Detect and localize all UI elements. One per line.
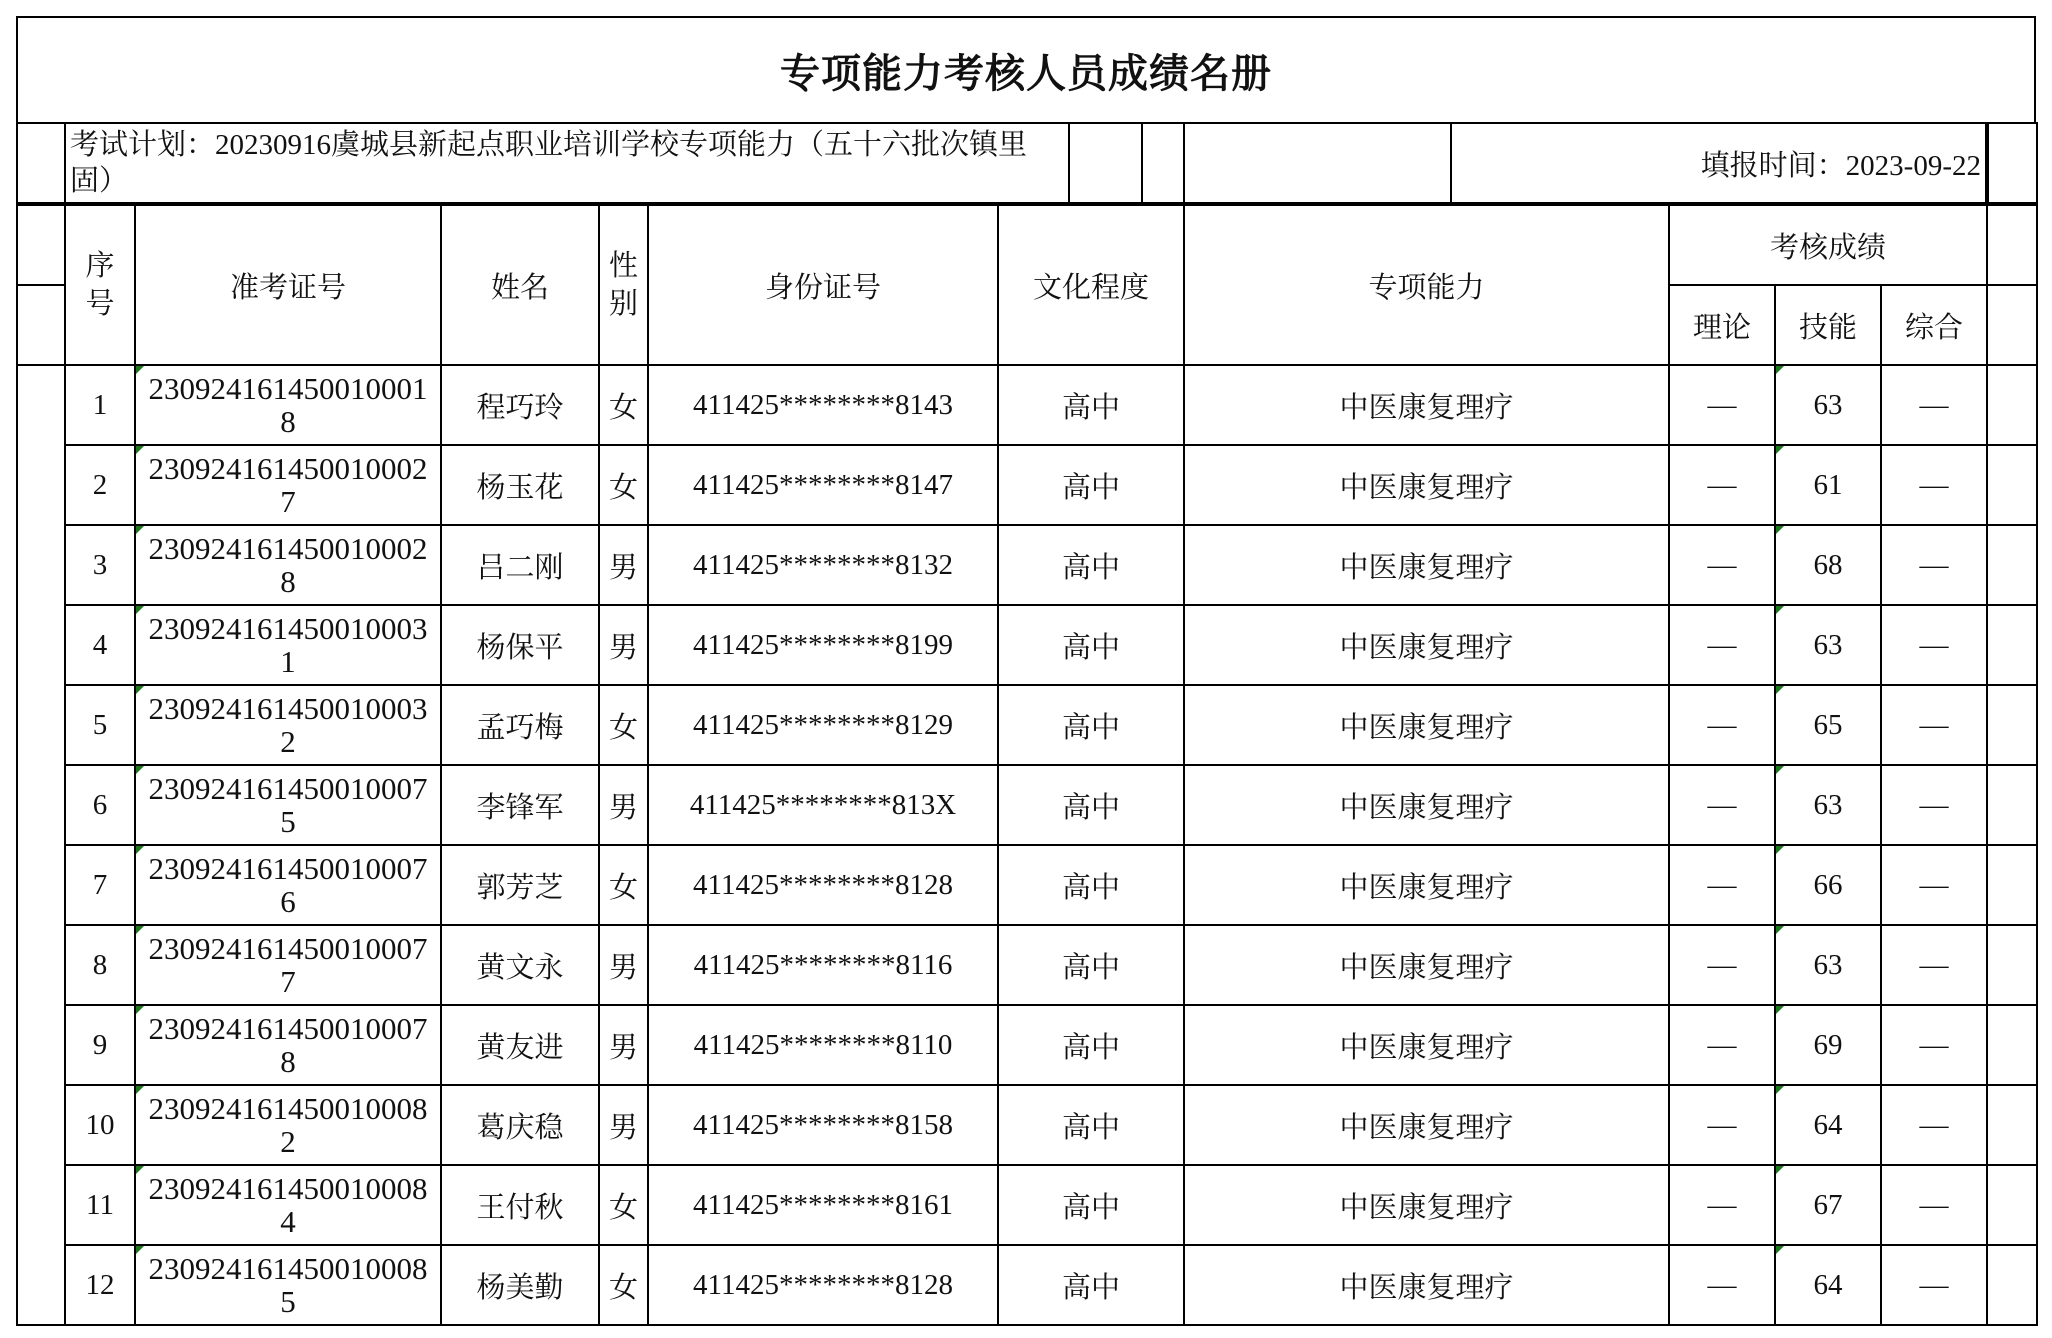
ticket-cell: 2309241614500100085 (135, 1245, 441, 1325)
seq-cell: 6 (65, 765, 135, 845)
theory-score-cell: — (1669, 1085, 1775, 1165)
ticket-cell: 2309241614500100077 (135, 925, 441, 1005)
id-number-cell: 411425********8129 (648, 685, 998, 765)
id-number-cell: 411425********8110 (648, 1005, 998, 1085)
gender-cell: 女 (599, 365, 648, 445)
overall-score-cell: — (1881, 1005, 1987, 1085)
skill-cell: 中医康复理疗 (1184, 605, 1669, 685)
gender-cell: 男 (599, 525, 648, 605)
skill-cell: 中医康复理疗 (1184, 925, 1669, 1005)
ticket-cell: 2309241614500100032 (135, 685, 441, 765)
blank-cell (1987, 1005, 2037, 1085)
ticket-cell: 2309241614500100078 (135, 1005, 441, 1085)
blank-cell (1987, 1165, 2037, 1245)
ticket-cell: 2309241614500100028 (135, 525, 441, 605)
education-cell: 高中 (998, 605, 1184, 685)
info-row-table (16, 122, 2038, 204)
header-education: 文化程度 (998, 205, 1184, 365)
score-roster-sheet (16, 16, 2036, 1326)
table-row (17, 1085, 2037, 1165)
gender-cell: 女 (599, 845, 648, 925)
education-cell: 高中 (998, 525, 1184, 605)
blank-cell (17, 605, 65, 685)
skill-cell: 中医康复理疗 (1184, 1165, 1669, 1245)
practical-score-cell: 64 (1775, 1245, 1881, 1325)
exam-plan: 考试计划：20230916虞城县新起点职业培训学校专项能力（五十六批次镇里固） (65, 123, 1069, 203)
skill-cell: 中医康复理疗 (1184, 1245, 1669, 1325)
blank-cell (1987, 445, 2037, 525)
theory-score-cell: — (1669, 1165, 1775, 1245)
gender-cell: 女 (599, 685, 648, 765)
blank-cell (1987, 525, 2037, 605)
header-seq: 序号 (65, 205, 135, 365)
id-number-cell: 411425********8161 (648, 1165, 998, 1245)
education-cell: 高中 (998, 445, 1184, 525)
blank-cell (1987, 1085, 2037, 1165)
name-cell: 杨美勤 (441, 1245, 599, 1325)
practical-score-cell: 69 (1775, 1005, 1881, 1085)
overall-score-cell: — (1881, 445, 1987, 525)
skill-cell: 中医康复理疗 (1184, 1005, 1669, 1085)
blank-cell (1184, 123, 1451, 203)
education-cell: 高中 (998, 1165, 1184, 1245)
id-number-cell: 411425********8147 (648, 445, 998, 525)
blank-cell (17, 1245, 65, 1325)
seq-cell: 9 (65, 1005, 135, 1085)
blank-cell (1987, 605, 2037, 685)
header-overall: 综合 (1881, 285, 1987, 365)
name-cell: 黄友进 (441, 1005, 599, 1085)
skill-cell: 中医康复理疗 (1184, 845, 1669, 925)
blank-cell (17, 123, 65, 203)
education-cell: 高中 (998, 1005, 1184, 1085)
blank-cell (1987, 925, 2037, 1005)
table-row (17, 445, 2037, 525)
table-row (17, 845, 2037, 925)
theory-score-cell: — (1669, 605, 1775, 685)
header-ticket: 准考证号 (135, 205, 441, 365)
ticket-cell: 2309241614500100031 (135, 605, 441, 685)
seq-cell: 7 (65, 845, 135, 925)
overall-score-cell: — (1881, 365, 1987, 445)
gender-cell: 男 (599, 1085, 648, 1165)
practical-score-cell: 68 (1775, 525, 1881, 605)
overall-score-cell: — (1881, 605, 1987, 685)
gender-cell: 女 (599, 1245, 648, 1325)
practical-score-cell: 63 (1775, 605, 1881, 685)
education-cell: 高中 (998, 365, 1184, 445)
overall-score-cell: — (1881, 765, 1987, 845)
theory-score-cell: — (1669, 845, 1775, 925)
header-practical: 技能 (1775, 285, 1881, 365)
skill-cell: 中医康复理疗 (1184, 765, 1669, 845)
practical-score-cell: 63 (1775, 925, 1881, 1005)
page-title: 专项能力考核人员成绩名册 (16, 16, 2036, 122)
blank-cell (1987, 205, 2037, 285)
blank-cell (17, 445, 65, 525)
seq-cell: 5 (65, 685, 135, 765)
blank-cell (1987, 765, 2037, 845)
skill-cell: 中医康复理疗 (1184, 525, 1669, 605)
practical-score-cell: 66 (1775, 845, 1881, 925)
blank-cell (17, 1005, 65, 1085)
score-table (16, 204, 2038, 1326)
name-cell: 李锋军 (441, 765, 599, 845)
practical-score-cell: 67 (1775, 1165, 1881, 1245)
theory-score-cell: — (1669, 365, 1775, 445)
gender-cell: 男 (599, 605, 648, 685)
seq-cell: 8 (65, 925, 135, 1005)
theory-score-cell: — (1669, 685, 1775, 765)
theory-score-cell: — (1669, 1005, 1775, 1085)
header-id: 身份证号 (648, 205, 998, 365)
blank-cell (17, 1165, 65, 1245)
gender-cell: 女 (599, 445, 648, 525)
table-row (17, 525, 2037, 605)
overall-score-cell: — (1881, 525, 1987, 605)
gender-cell: 男 (599, 1005, 648, 1085)
practical-score-cell: 61 (1775, 445, 1881, 525)
ticket-cell: 2309241614500100027 (135, 445, 441, 525)
practical-score-cell: 63 (1775, 765, 1881, 845)
seq-cell: 12 (65, 1245, 135, 1325)
ticket-cell: 2309241614500100076 (135, 845, 441, 925)
blank-cell (17, 205, 65, 285)
seq-cell: 4 (65, 605, 135, 685)
header-theory: 理论 (1669, 285, 1775, 365)
theory-score-cell: — (1669, 925, 1775, 1005)
table-row (17, 1005, 2037, 1085)
ticket-cell: 2309241614500100084 (135, 1165, 441, 1245)
blank-cell (17, 365, 65, 445)
blank-cell (1987, 285, 2037, 365)
skill-cell: 中医康复理疗 (1184, 445, 1669, 525)
ticket-cell: 2309241614500100082 (135, 1085, 441, 1165)
blank-cell (17, 685, 65, 765)
blank-cell (1987, 685, 2037, 765)
overall-score-cell: — (1881, 685, 1987, 765)
blank-cell (1069, 123, 1142, 203)
theory-score-cell: — (1669, 765, 1775, 845)
id-number-cell: 411425********8132 (648, 525, 998, 605)
seq-cell: 11 (65, 1165, 135, 1245)
education-cell: 高中 (998, 765, 1184, 845)
name-cell: 程巧玲 (441, 365, 599, 445)
blank-cell (17, 845, 65, 925)
education-cell: 高中 (998, 685, 1184, 765)
skill-cell: 中医康复理疗 (1184, 685, 1669, 765)
blank-cell (17, 1085, 65, 1165)
overall-score-cell: — (1881, 1165, 1987, 1245)
id-number-cell: 411425********8158 (648, 1085, 998, 1165)
blank-cell (1142, 123, 1184, 203)
header-gender: 性别 (599, 205, 648, 365)
theory-score-cell: — (1669, 445, 1775, 525)
id-number-cell: 411425********8128 (648, 1245, 998, 1325)
skill-cell: 中医康复理疗 (1184, 365, 1669, 445)
practical-score-cell: 64 (1775, 1085, 1881, 1165)
ticket-cell: 2309241614500100018 (135, 365, 441, 445)
blank-cell (17, 765, 65, 845)
id-number-cell: 411425********8143 (648, 365, 998, 445)
overall-score-cell: — (1881, 1245, 1987, 1325)
id-number-cell: 411425********8116 (648, 925, 998, 1005)
theory-score-cell: — (1669, 525, 1775, 605)
overall-score-cell: — (1881, 845, 1987, 925)
blank-cell (17, 285, 65, 365)
seq-cell: 3 (65, 525, 135, 605)
blank-cell (1987, 1245, 2037, 1325)
ticket-cell: 2309241614500100075 (135, 765, 441, 845)
table-row (17, 765, 2037, 845)
blank-cell (1987, 845, 2037, 925)
name-cell: 葛庆稳 (441, 1085, 599, 1165)
table-row (17, 605, 2037, 685)
name-cell: 孟巧梅 (441, 685, 599, 765)
blank-cell (1987, 365, 2037, 445)
table-row (17, 365, 2037, 445)
table-row (17, 685, 2037, 765)
name-cell: 王付秋 (441, 1165, 599, 1245)
table-row (17, 1165, 2037, 1245)
seq-cell: 2 (65, 445, 135, 525)
header-name: 姓名 (441, 205, 599, 365)
name-cell: 吕二刚 (441, 525, 599, 605)
table-row (17, 925, 2037, 1005)
education-cell: 高中 (998, 1245, 1184, 1325)
gender-cell: 男 (599, 925, 648, 1005)
id-number-cell: 411425********813X (648, 765, 998, 845)
education-cell: 高中 (998, 845, 1184, 925)
blank-cell (17, 925, 65, 1005)
overall-score-cell: — (1881, 925, 1987, 1005)
practical-score-cell: 63 (1775, 365, 1881, 445)
name-cell: 郭芳芝 (441, 845, 599, 925)
seq-cell: 1 (65, 365, 135, 445)
seq-cell: 10 (65, 1085, 135, 1165)
id-number-cell: 411425********8199 (648, 605, 998, 685)
theory-score-cell: — (1669, 1245, 1775, 1325)
report-date: 填报时间：2023-09-22 (1451, 123, 1987, 203)
blank-cell (17, 525, 65, 605)
blank-cell (1987, 123, 2037, 203)
header-skill: 专项能力 (1184, 205, 1669, 365)
header-scores: 考核成绩 (1669, 205, 1987, 285)
name-cell: 杨玉花 (441, 445, 599, 525)
table-row (17, 1245, 2037, 1325)
overall-score-cell: — (1881, 1085, 1987, 1165)
education-cell: 高中 (998, 925, 1184, 1005)
skill-cell: 中医康复理疗 (1184, 1085, 1669, 1165)
id-number-cell: 411425********8128 (648, 845, 998, 925)
practical-score-cell: 65 (1775, 685, 1881, 765)
name-cell: 黄文永 (441, 925, 599, 1005)
education-cell: 高中 (998, 1085, 1184, 1165)
gender-cell: 男 (599, 765, 648, 845)
name-cell: 杨保平 (441, 605, 599, 685)
gender-cell: 女 (599, 1165, 648, 1245)
